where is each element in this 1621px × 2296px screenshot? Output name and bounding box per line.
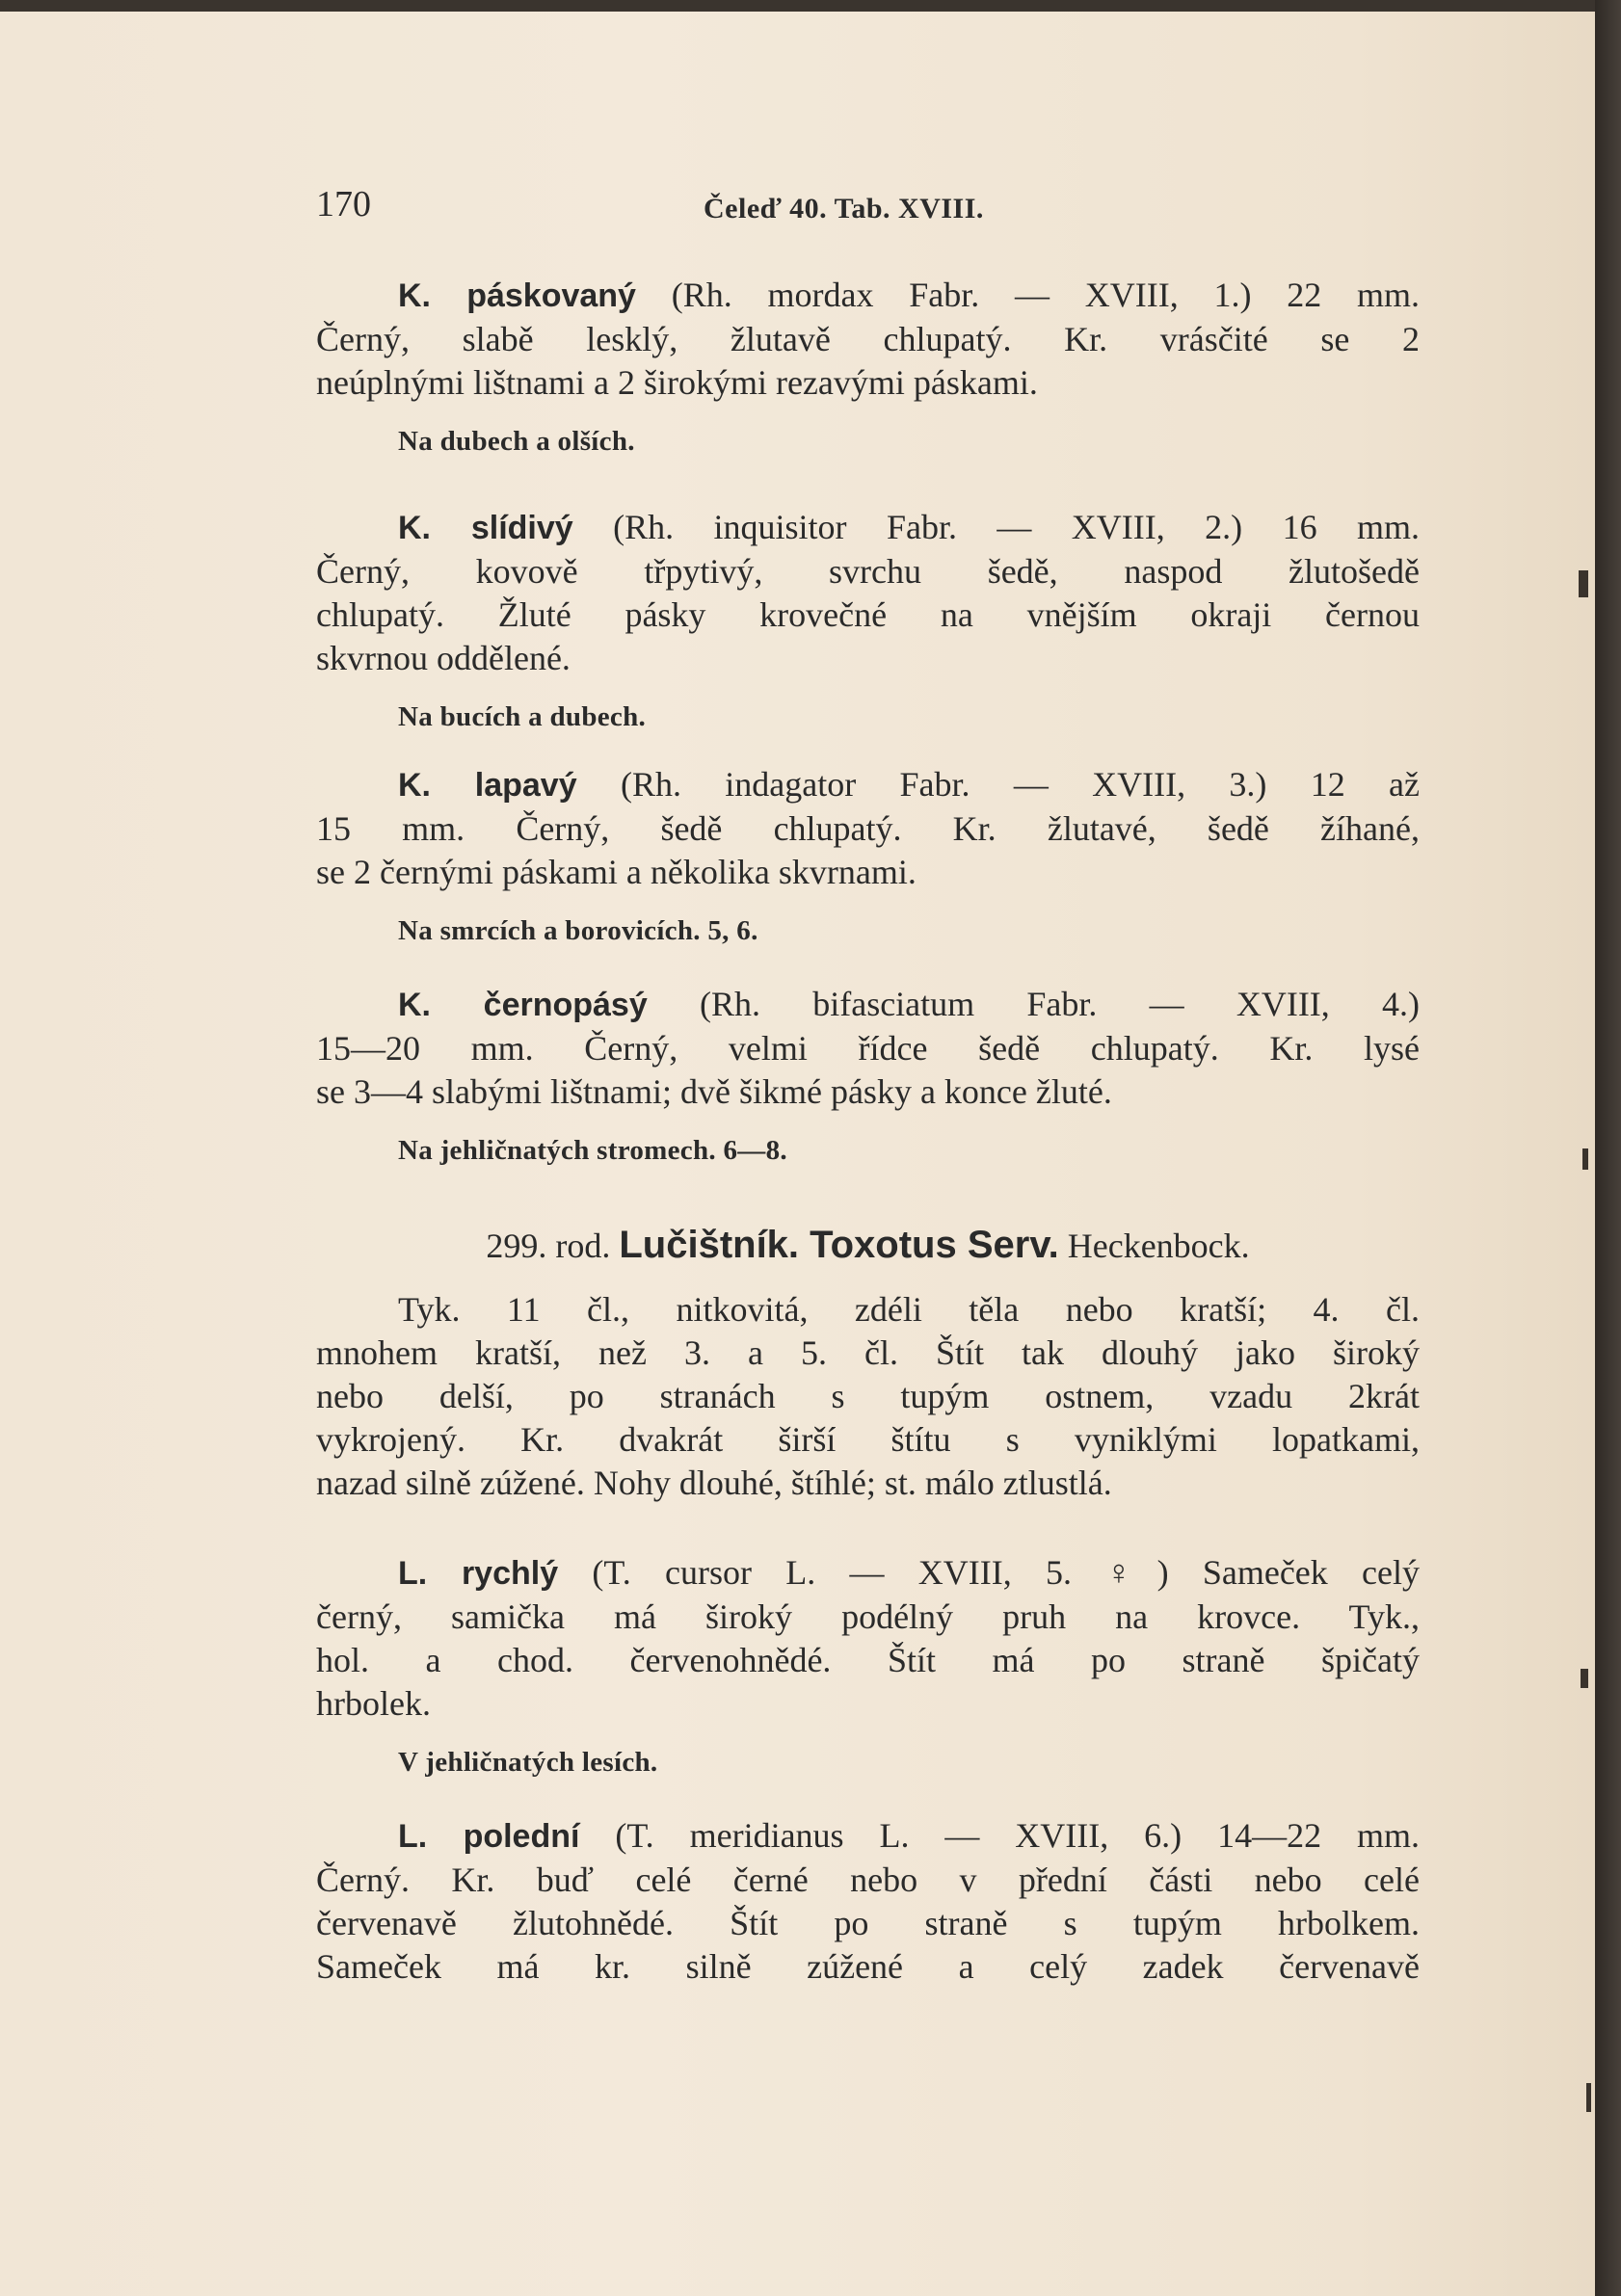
scan-right-edge — [1595, 0, 1621, 2296]
description-line: nebo delší, po stranách s tupým ostnem, vzadu 2krát — [316, 1377, 1420, 1415]
binding-mark — [1582, 1148, 1588, 1170]
description-line: mnohem kratší, než 3. a 5. čl. Štít tak dlouhý jako široký — [316, 1333, 1420, 1372]
entry-line: Černý, kovově třpytivý, svrchu šedě, naspod žlutošedě — [316, 552, 1420, 591]
entry-first-line: L. rychlý (T. cursor L. — XVIII, 5. ♀) Sameček celý — [398, 1553, 1421, 1592]
entry-first-line: K. černopásý (Rh. bifasciatum Fabr. — XVIII, 4.) — [398, 985, 1421, 1023]
species-name: K. lapavý — [398, 767, 577, 804]
species-entry-rychly — [316, 1551, 1420, 1781]
genus-number: 299. rod. — [486, 1227, 611, 1265]
species-name: K. černopásý — [398, 987, 648, 1023]
habitat-note: V jehličnatých lesích. — [398, 1747, 658, 1778]
binding-mark — [1586, 2083, 1591, 2112]
species-entry-lapavy — [316, 763, 1420, 950]
entry-first-line: K. lapavý (Rh. indagator Fabr. — XVIII, 3.) 12 až — [398, 765, 1421, 804]
scan-top-edge — [0, 0, 1595, 12]
genus-german-name: Heckenbock. — [1067, 1227, 1250, 1265]
entry-first-line: K. páskovaný (Rh. mordax Fabr. — XVIII, 1.) 22 mm. — [398, 276, 1420, 314]
species-name: K. páskovaný — [398, 277, 636, 314]
species-entry-slidivy — [316, 506, 1420, 736]
entry-line: 15—20 mm. Černý, velmi řídce šedě chlupatý. Kr. lysé — [316, 1029, 1420, 1068]
species-name: L. rychlý — [398, 1555, 559, 1592]
description-line: nazad silně zúžené. Nohy dlouhé, štíhlé; st. málo ztlustlá. — [316, 1464, 1112, 1502]
entry-line: Sameček má kr. silně zúžené a celý zadek červenavě — [316, 1947, 1420, 1986]
genus-description — [316, 1288, 1420, 1505]
species-entry-paskovany — [316, 274, 1420, 461]
genus-name: Lučištník. Toxotus Serv. — [619, 1224, 1059, 1266]
binding-mark — [1579, 570, 1588, 597]
description-line: vykrojený. Kr. dvakrát širší štítu s vyniklými lopatkami, — [316, 1420, 1420, 1459]
species-entry-poledni — [316, 1814, 1420, 1989]
running-head: Čeleď 40. Tab. XVIII. — [704, 193, 984, 224]
entry-line: neúplnými lištnami a 2 širokými rezavými páskami. — [316, 363, 1038, 402]
genus-heading — [316, 1224, 1420, 1267]
entry-line: černý, samička má široký podélný pruh na krovce. Tyk., — [316, 1597, 1420, 1636]
entry-first-line: K. slídivý (Rh. inquisitor Fabr. — XVIII, 2.) 16 mm. — [398, 508, 1421, 546]
entry-line: skvrnou oddělené. — [316, 639, 571, 677]
entry-line: se 2 černými páskami a několika skvrnami. — [316, 853, 917, 891]
book-page — [0, 12, 1595, 2296]
habitat-note: Na bucích a dubech. — [398, 701, 647, 732]
entry-line: hol. a chod. červenohnědé. Štít má po straně špičatý — [316, 1641, 1420, 1679]
entry-line: hrbolek. — [316, 1684, 431, 1723]
description-line: Tyk. 11 čl., nitkovitá, zdéli těla nebo kratší; 4. čl. — [398, 1290, 1420, 1329]
habitat-note: Na smrcích a borovicích. 5, 6. — [398, 915, 758, 946]
binding-mark — [1581, 1669, 1588, 1688]
entry-line: Černý. Kr. buď celé černé nebo v přední části nebo celé — [316, 1861, 1420, 1899]
species-entry-cernopasy — [316, 983, 1420, 1170]
habitat-note: Na dubech a olších. — [398, 426, 635, 457]
species-name: L. polední — [398, 1818, 580, 1855]
entry-line: červenavě žlutohnědé. Štít po straně s tupým hrbolkem. — [316, 1904, 1420, 1942]
species-name: K. slídivý — [398, 510, 573, 546]
entry-first-line: L. polední (T. meridianus L. — XVIII, 6.) 14—22 mm. — [398, 1816, 1420, 1855]
entry-line: se 3—4 slabými lištnami; dvě šikmé pásky a konce žluté. — [316, 1072, 1112, 1111]
entry-line: 15 mm. Černý, šedě chlupatý. Kr. žlutavé, šedě žíhané, — [316, 809, 1420, 848]
habitat-note: Na jehličnatých stromech. 6—8. — [398, 1135, 787, 1166]
entry-line: Černý, slabě lesklý, žlutavě chlupatý. Kr. vrásčité se 2 — [316, 320, 1420, 358]
page-number: 170 — [316, 184, 371, 224]
entry-line: chlupatý. Žluté pásky krovečné na vnějším okraji černou — [316, 595, 1420, 634]
